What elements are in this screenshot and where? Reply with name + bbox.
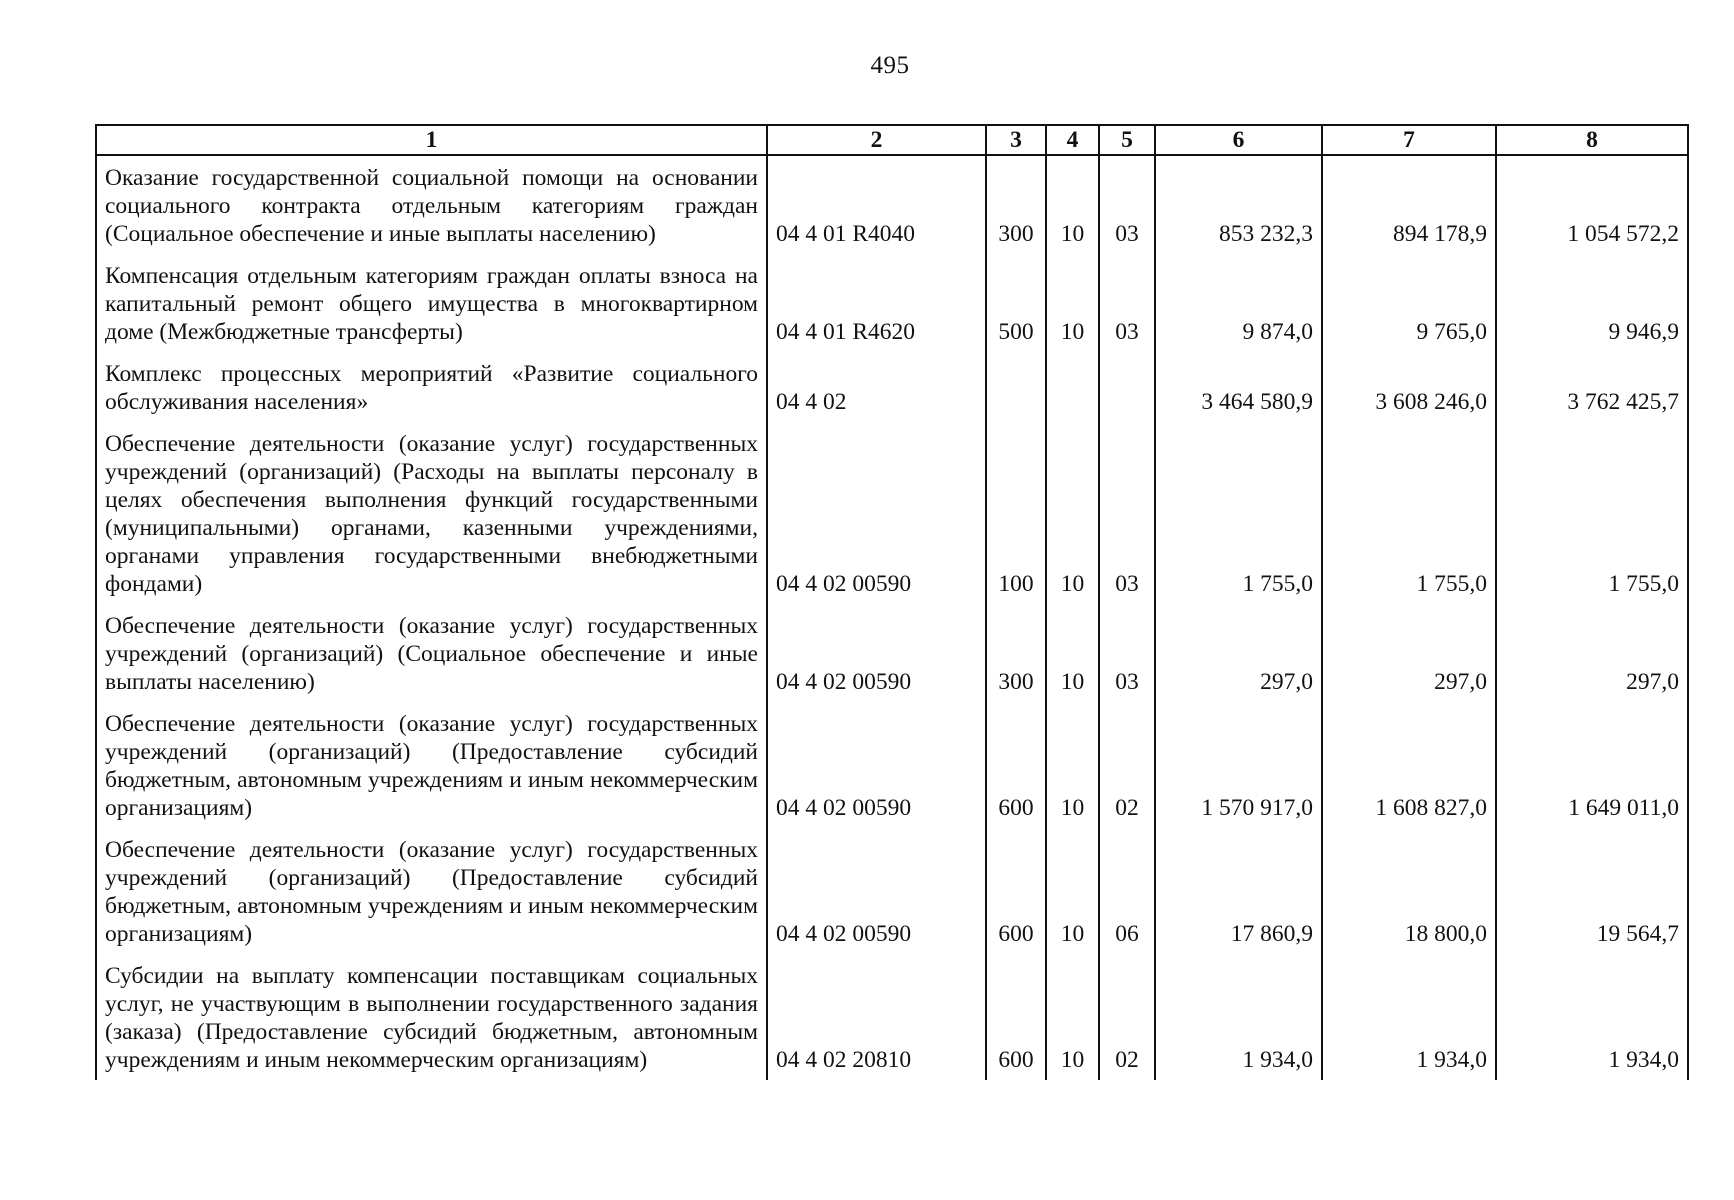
row-amount-col6: 853 232,3 (1155, 155, 1322, 254)
row-code: 04 4 02 20810 (767, 954, 986, 1080)
row-amount-col6: 1 755,0 (1155, 422, 1322, 604)
row-subsection: 03 (1099, 422, 1155, 604)
row-section: 10 (1046, 422, 1099, 604)
budget-table (95, 124, 1689, 1080)
row-expense-type: 100 (986, 422, 1046, 604)
row-code: 04 4 02 00590 (767, 828, 986, 954)
column-header: 6 (1155, 125, 1322, 155)
column-header: 4 (1046, 125, 1099, 155)
row-expense-type: 300 (986, 155, 1046, 254)
row-subsection (1099, 352, 1155, 422)
table-row (96, 352, 1688, 422)
row-amount-col8: 3 762 425,7 (1496, 352, 1688, 422)
table-row (96, 155, 1688, 254)
row-amount-col8: 1 755,0 (1496, 422, 1688, 604)
page-number: 495 (870, 52, 910, 79)
column-header: 3 (986, 125, 1046, 155)
table-row (96, 954, 1688, 1080)
row-expense-type: 600 (986, 702, 1046, 828)
column-header: 5 (1099, 125, 1155, 155)
row-code: 04 4 02 00590 (767, 702, 986, 828)
row-amount-col8: 1 054 572,2 (1496, 155, 1688, 254)
row-section: 10 (1046, 828, 1099, 954)
row-name: Обеспечение деятельности (оказание услуг) государственных учреждений (организаций) (Предоставление субсидий бюджетным, автономным учреждениям и иным некоммерческим организациям) (96, 702, 767, 828)
row-amount-col6: 9 874,0 (1155, 254, 1322, 352)
row-amount-col6: 1 934,0 (1155, 954, 1322, 1080)
row-amount-col8: 19 564,7 (1496, 828, 1688, 954)
table-row (96, 422, 1688, 604)
row-subsection: 06 (1099, 828, 1155, 954)
row-subsection: 03 (1099, 604, 1155, 702)
row-section: 10 (1046, 604, 1099, 702)
row-section (1046, 352, 1099, 422)
row-amount-col8: 9 946,9 (1496, 254, 1688, 352)
row-amount-col7: 894 178,9 (1322, 155, 1496, 254)
row-amount-col8: 1 934,0 (1496, 954, 1688, 1080)
row-name: Обеспечение деятельности (оказание услуг) государственных учреждений (организаций) (Расходы на выплаты персоналу в целях обеспечения выполнения функций государственными (муниципальными) органами, казенными учреждениями, органами управления государственными внебюджетными фондами) (96, 422, 767, 604)
row-name: Субсидии на выплату компенсации поставщикам социальных услуг, не участвующим в выполнении государственного задания (заказа) (Предоставление субсидий бюджетным, автономным учреждениям и иным некоммерческим организациям) (96, 954, 767, 1080)
row-amount-col8: 1 649 011,0 (1496, 702, 1688, 828)
row-expense-type: 500 (986, 254, 1046, 352)
row-subsection: 03 (1099, 254, 1155, 352)
table-row (96, 254, 1688, 352)
row-amount-col7: 1 934,0 (1322, 954, 1496, 1080)
row-amount-col7: 1 755,0 (1322, 422, 1496, 604)
row-name: Комплекс процессных мероприятий «Развитие социального обслуживания населения» (96, 352, 767, 422)
row-section: 10 (1046, 155, 1099, 254)
row-name: Компенсация отдельным категориям граждан оплаты взноса на капитальный ремонт общего имущества в многоквартирном доме (Межбюджетные трансферты) (96, 254, 767, 352)
table-row (96, 828, 1688, 954)
row-amount-col6: 17 860,9 (1155, 828, 1322, 954)
row-subsection: 02 (1099, 954, 1155, 1080)
table-row (96, 702, 1688, 828)
row-name: Обеспечение деятельности (оказание услуг) государственных учреждений (организаций) (Предоставление субсидий бюджетным, автономным учреждениям и иным некоммерческим организациям) (96, 828, 767, 954)
row-expense-type: 600 (986, 954, 1046, 1080)
row-expense-type: 300 (986, 604, 1046, 702)
row-code: 04 4 01 R4040 (767, 155, 986, 254)
row-amount-col6: 297,0 (1155, 604, 1322, 702)
row-code: 04 4 02 00590 (767, 422, 986, 604)
column-header: 1 (96, 125, 767, 155)
column-header: 8 (1496, 125, 1688, 155)
table-header-row (96, 125, 1688, 155)
row-amount-col7: 18 800,0 (1322, 828, 1496, 954)
row-amount-col6: 3 464 580,9 (1155, 352, 1322, 422)
row-subsection: 03 (1099, 155, 1155, 254)
row-amount-col7: 1 608 827,0 (1322, 702, 1496, 828)
row-code: 04 4 01 R4620 (767, 254, 986, 352)
row-name: Оказание государственной социальной помощи на основании социального контракта отдельным категориям граждан (Социальное обеспечение и иные выплаты населению) (96, 155, 767, 254)
row-expense-type (986, 352, 1046, 422)
row-subsection: 02 (1099, 702, 1155, 828)
row-amount-col7: 297,0 (1322, 604, 1496, 702)
column-header: 2 (767, 125, 986, 155)
table-row (96, 604, 1688, 702)
row-expense-type: 600 (986, 828, 1046, 954)
row-name: Обеспечение деятельности (оказание услуг) государственных учреждений (организаций) (Социальное обеспечение и иные выплаты населению) (96, 604, 767, 702)
row-amount-col8: 297,0 (1496, 604, 1688, 702)
row-amount-col7: 9 765,0 (1322, 254, 1496, 352)
row-section: 10 (1046, 254, 1099, 352)
row-amount-col6: 1 570 917,0 (1155, 702, 1322, 828)
row-amount-col7: 3 608 246,0 (1322, 352, 1496, 422)
row-section: 10 (1046, 954, 1099, 1080)
row-section: 10 (1046, 702, 1099, 828)
row-code: 04 4 02 (767, 352, 986, 422)
row-code: 04 4 02 00590 (767, 604, 986, 702)
column-header: 7 (1322, 125, 1496, 155)
